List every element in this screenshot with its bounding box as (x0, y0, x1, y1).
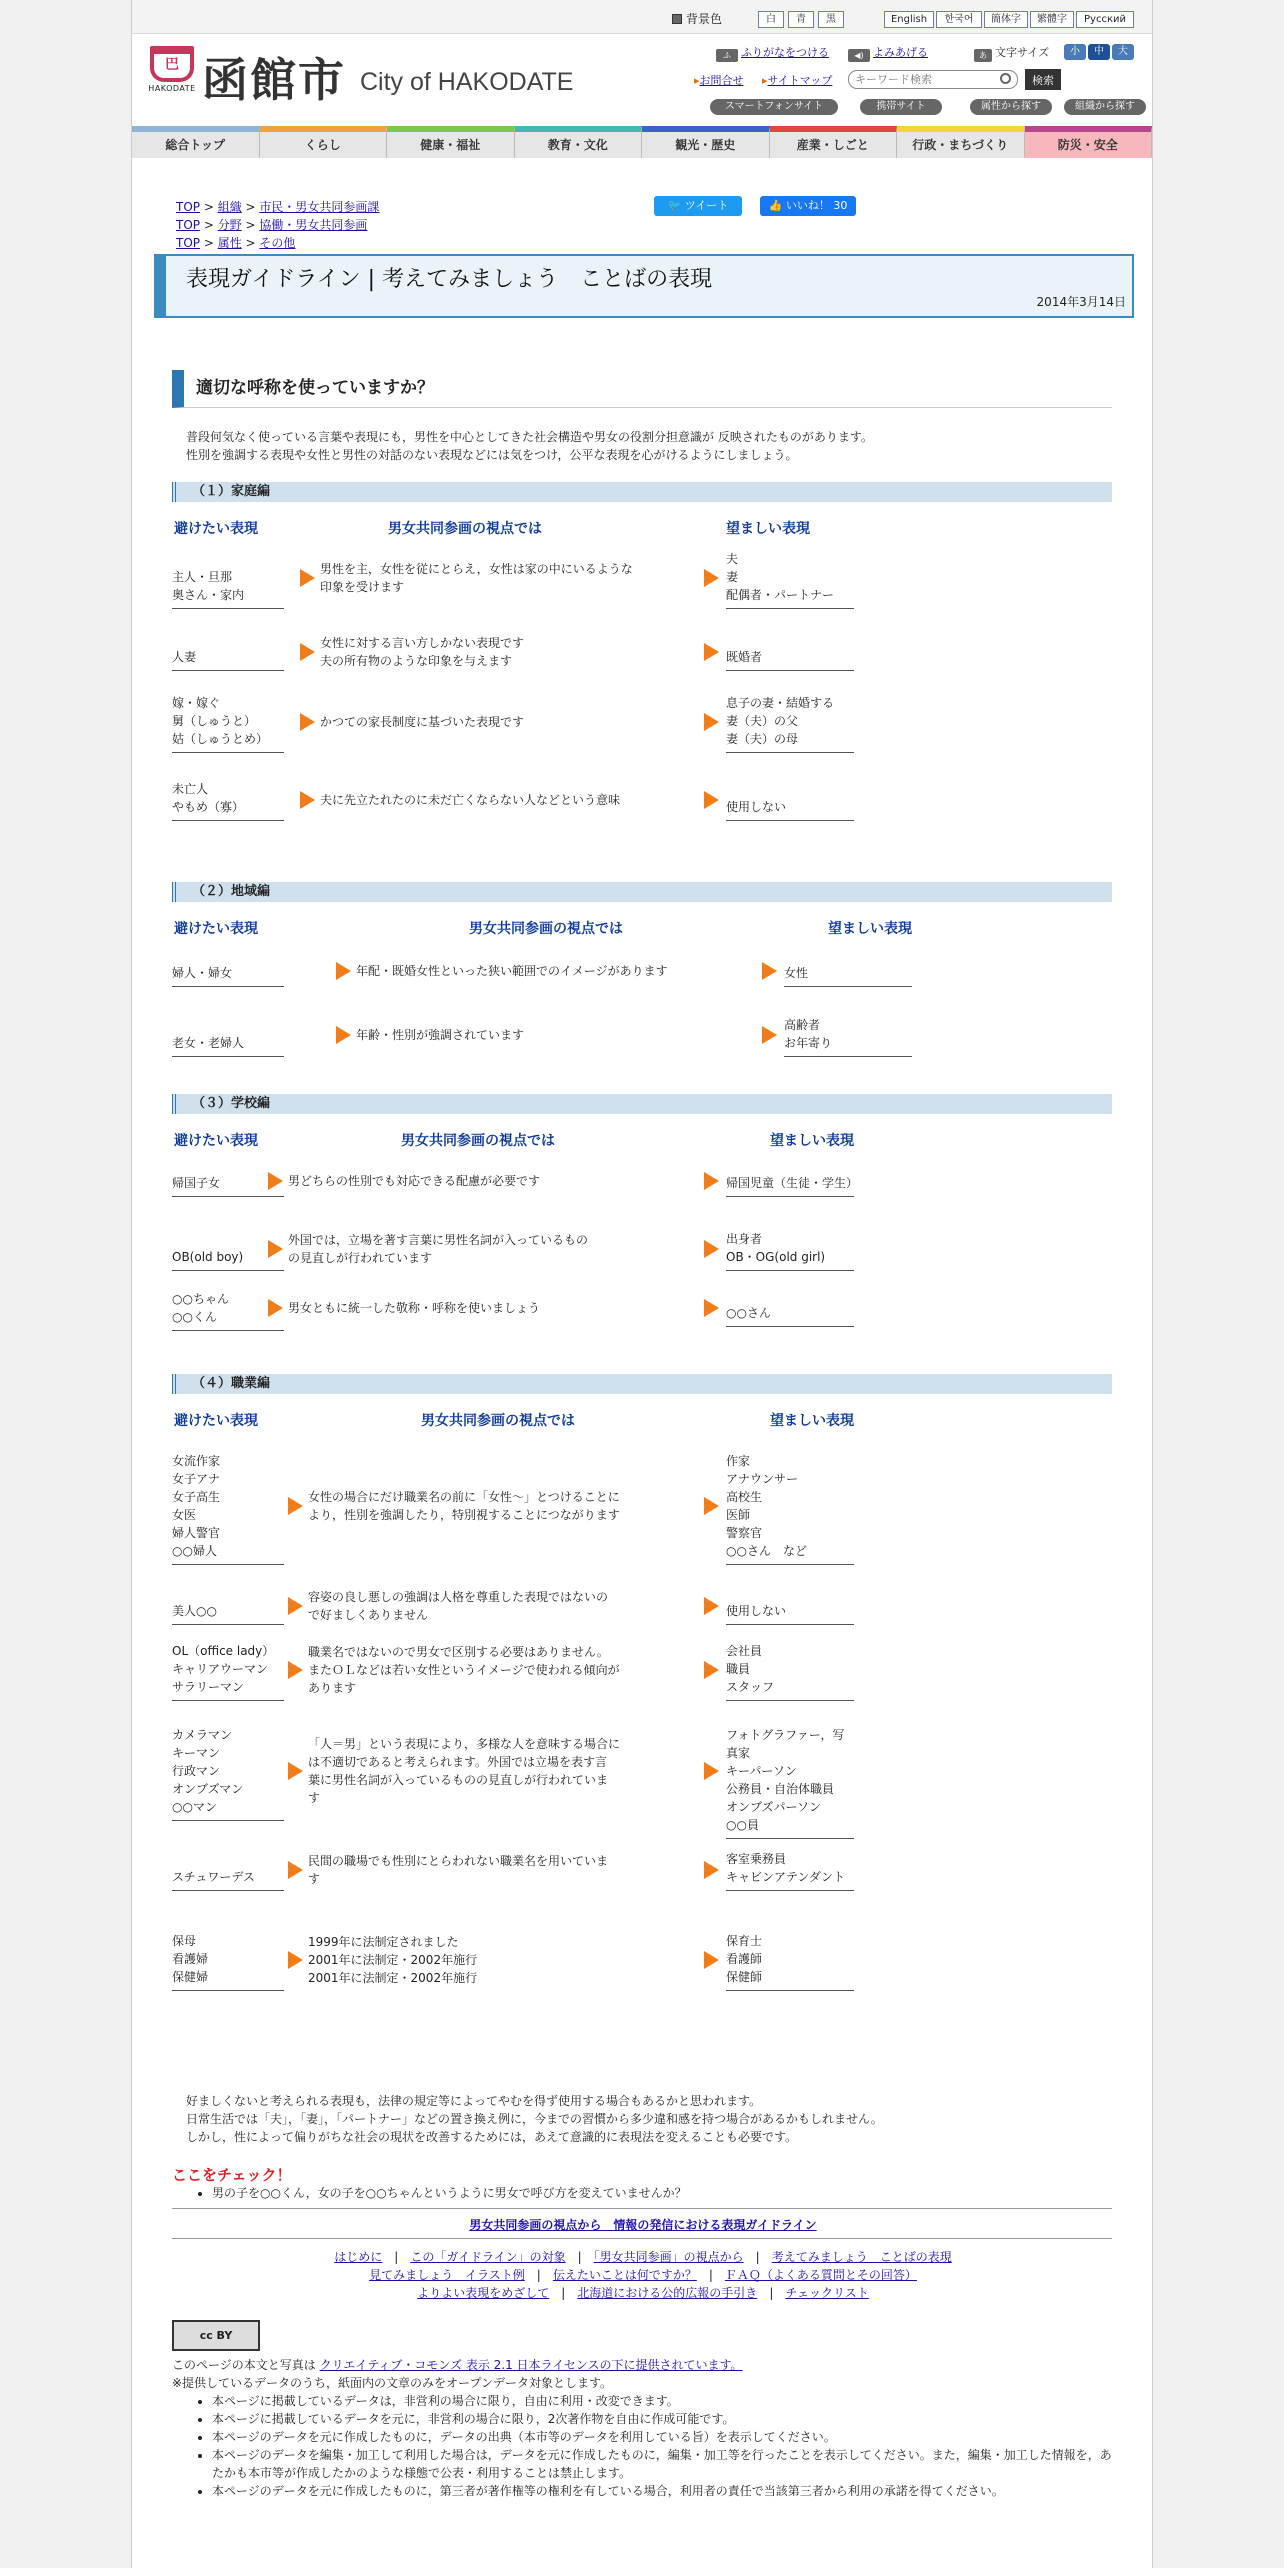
cell-view (308, 1643, 728, 1697)
guideline-title-link[interactable]: 男女共同参画の視点から 情報の発信における表現ガイドライン (469, 2218, 817, 2232)
cell-line: 配偶者・パートナー (726, 588, 835, 602)
search-icon[interactable] (1000, 73, 1011, 84)
cell-line: 舅（しゅうと） (172, 714, 257, 728)
column-header-avoid: 避けたい表現 (174, 1413, 258, 1429)
section-heading: 適切な呼称を使っていますか？ (172, 370, 1112, 408)
cell-prefer (726, 1642, 854, 1701)
arrow-right-icon (336, 1026, 351, 1044)
cell-line: 夫 (726, 552, 739, 566)
column-header-avoid: 避けたい表現 (174, 921, 258, 937)
cell-line: アナウンサー (726, 1472, 799, 1486)
cell-prefer (726, 694, 854, 753)
cell-line: 保健婦 (172, 1970, 209, 1984)
category-heading: （４）職業編 (172, 1374, 1112, 1394)
nav-tourism[interactable]: 観光・歴史 (642, 126, 770, 158)
cell-line: す (308, 1872, 321, 1886)
column-header-prefer: 望ましい表現 (726, 521, 810, 537)
cell-line: 妻 (726, 570, 739, 584)
font-size-large-button[interactable]: 大 (1112, 44, 1134, 60)
lang-russian-link[interactable]: Русский (1076, 11, 1134, 28)
column-header-view: 男女共同参画の視点では (421, 1413, 575, 1429)
cell-line: サラリーマン (172, 1680, 245, 1694)
cell-line: OL（office lady） (172, 1644, 275, 1658)
cell-prefer (726, 798, 854, 821)
cell-view (320, 791, 650, 809)
cell-line: オンブズパーソン (726, 1800, 822, 1814)
cell-line: 人妻 (172, 650, 197, 664)
list-item: • 本ページに掲載しているデータは，非営利の場合に限り，自由に利用・改変できます。 (212, 2392, 1112, 2410)
city-name-english: City of HAKODATE (360, 68, 574, 96)
nav-education[interactable]: 教育・文化 (515, 126, 643, 158)
cell-line: またＯＬなどは若い女性というイメージで使われる傾向が (308, 1663, 620, 1677)
cell-line: 夫に先立たれたのに未だ亡くならない人などという意味 (320, 793, 621, 807)
cell-line: 作家 (726, 1454, 751, 1468)
cell-line: 姑（しゅうとめ） (172, 732, 269, 746)
column-header-view: 男女共同参画の視点では (388, 521, 542, 537)
cell-line: 保母 (172, 1934, 197, 1948)
cell-avoid (172, 964, 284, 987)
column-header-prefer: 望ましい表現 (828, 921, 912, 937)
license-link[interactable]: クリエイティブ・コモンズ 表示 2.1 日本ライセンスの下に提供されています。 (319, 2358, 743, 2372)
cell-line: 年配・既婚女性といった狭い範囲でのイメージがあります (356, 964, 668, 978)
cell-line: 保健師 (726, 1970, 763, 1984)
cell-line: 医師 (726, 1508, 751, 1522)
cell-line: 外国では，立場を著す言葉に男性名詞が入っているもの (288, 1233, 589, 1247)
arrow-right-icon (288, 1597, 303, 1615)
column-header-view: 男女共同参画の視点では (401, 1133, 555, 1149)
cell-view (356, 962, 776, 980)
cell-line: 会社員 (726, 1644, 763, 1658)
cell-prefer (784, 964, 912, 987)
cell-line: 出身者 (726, 1232, 763, 1246)
cell-view (308, 1933, 728, 1987)
cell-prefer (726, 1174, 859, 1197)
smartphone-site-link[interactable]: スマートフォンサイト (710, 99, 838, 115)
cell-view (288, 1231, 708, 1267)
furigana-link[interactable]: ふ ふりがなをつける (716, 44, 829, 62)
background-color-icon (672, 14, 682, 24)
arrow-right-icon (268, 1240, 283, 1258)
background-color-label: 背景色 (672, 10, 722, 27)
nav-top[interactable]: 総合トップ (132, 126, 260, 158)
cell-line: は不適切であると考えられます。外国では立場を表す言 (308, 1755, 608, 1769)
arrow-right-icon (288, 1661, 303, 1679)
search-by-attribute-button[interactable]: 属性から探す (970, 99, 1052, 115)
cell-line: 女性 (784, 966, 809, 980)
readaloud-link[interactable]: ◀) よみあげる (848, 44, 928, 62)
city-name-kanji: 函館市 (202, 53, 346, 107)
cell-line: 女子アナ (172, 1472, 221, 1486)
arrow-right-icon (704, 713, 719, 731)
tweet-button[interactable]: 🐦 ツイート (654, 196, 742, 216)
column-header-avoid: 避けたい表現 (174, 521, 258, 537)
search-input[interactable] (848, 70, 1018, 89)
arrow-right-icon (704, 791, 719, 809)
search-button[interactable]: 検索 (1025, 69, 1061, 90)
cell-line: 女性の場合にだけ職業名の前に「女性～」とつけることに (308, 1490, 620, 1504)
arrow-right-icon (704, 643, 719, 661)
cell-avoid (172, 568, 284, 609)
cell-line: 職業名ではないので男女で区別する必要はありません。 (308, 1645, 609, 1659)
cell-line: 女流作家 (172, 1454, 221, 1468)
arrow-right-icon (300, 713, 315, 731)
arrow-right-icon (288, 1951, 303, 1969)
cell-line: スチュワーデス (172, 1870, 255, 1884)
page-title-box (154, 254, 1134, 318)
cell-line: 警察官 (726, 1526, 763, 1540)
thumbs-up-icon: 👍 (768, 199, 786, 212)
logo-wordmark: HAKODATE (148, 84, 196, 93)
cell-line: ○○マン (172, 1800, 217, 1814)
cell-line: 客室乗務員 (726, 1852, 787, 1866)
cell-line: 男女ともに統一した敬称・呼称を使いましょう (288, 1301, 541, 1315)
list-item: • 本ページのデータを元に作成したものに，第三者が著作権等の権利を有している場合，利用者の責任で当該第三者から利用の承諾を得てください。 (212, 2482, 1112, 2500)
cell-line: 女性に対する言い方しかない表現です (320, 636, 525, 650)
cell-line: カメラマン (172, 1728, 233, 1742)
cell-avoid (172, 1034, 284, 1057)
guideline-nav (132, 2248, 1154, 2302)
license-list (212, 2392, 1112, 2500)
cell-view (356, 1026, 776, 1044)
arrow-right-icon (268, 1172, 283, 1190)
guideline-title-link-wrap (132, 2216, 1154, 2234)
divider (172, 2238, 1112, 2239)
cell-view (320, 560, 650, 596)
cell-line: 「人＝男」という表現により，多様な人を意味する場合に (308, 1737, 621, 1751)
cell-line: 印象を受けます (320, 580, 405, 594)
cell-prefer (726, 1726, 854, 1839)
cell-line: 女子高生 (172, 1490, 221, 1504)
arrow-right-icon (300, 791, 315, 809)
cell-line: 2001年に法制定・2002年施行 (308, 1971, 478, 1985)
closing-text: 好ましくないと考えられる表現も，法律の規定等によってやむを得ず使用する場合もあるかと思われます。 日常生活では「夫」，「妻」，「パートナー」などの置き換え例に，今までの習慣から多少違和感を持つ場合があるかもしれません。 しかし，性によって偏りがちな社会の現状を改善するためには，あえて意識的に表現法を変えることも必要です。 (186, 2094, 883, 2144)
arrow-right-icon (704, 1240, 719, 1258)
guideline-nav-row: よりよい表現をめざして | 北海道における公的広報の手引き | チェックリスト (417, 2286, 869, 2300)
arrow-right-icon (300, 643, 315, 661)
list-item: • 本ページに掲載しているデータを元に，非営利の場合に限り，2次著作物を自由に作成可能です。 (212, 2410, 1112, 2428)
cell-line: やもめ（寡） (172, 800, 245, 814)
cell-line: 息子の妻・結婚する (726, 696, 835, 710)
cell-line: 主人・旦那 (172, 570, 233, 584)
cell-avoid (172, 1452, 284, 1565)
breadcrumb-row: TOP > 分野 > 協働・男女共同参画 (176, 218, 368, 232)
cell-avoid (172, 1602, 284, 1625)
cell-avoid (172, 1932, 284, 1991)
cell-line: 看護師 (726, 1952, 763, 1966)
breadcrumb-row: TOP > 属性 > その他 (176, 236, 296, 250)
arrow-right-icon (336, 962, 351, 980)
cell-line: キャビンアテンダント (726, 1870, 846, 1884)
list-item: • 本ページのデータを元に作成したものに，データの出典（本市等のデータを利用している旨）を表示してください。 (212, 2428, 1112, 2446)
bg-black-button[interactable]: 黒 (818, 11, 844, 28)
font-size-label: あ 文字サイズ (974, 44, 1049, 62)
cell-line: す (308, 1791, 321, 1805)
cell-view (288, 1299, 708, 1317)
sitemap-link[interactable]: ▸サイトマップ (762, 74, 833, 87)
cell-line: フォトグラファー，写真家 (726, 1728, 845, 1760)
check-heading: ここをチェック！ (172, 2166, 292, 2184)
license-text: このページの本文と写真は クリエイティブ・コモンズ 表示 2.1 日本ライセンスの下に提供されています。 ※提供しているデータのうち，紙面内の文章のみをオープンデータ対象とします。 (172, 2358, 743, 2390)
cell-prefer (726, 1304, 854, 1327)
arrow-right-icon (704, 1597, 719, 1615)
nav-disaster[interactable]: 防災・安全 (1025, 126, 1153, 158)
breadcrumb (176, 198, 379, 252)
cell-line: OB(old boy) (172, 1250, 244, 1264)
list-item: • 男の子を○○くん，女の子を○○ちゃんというように男女で呼び方を変えていませんか？ (212, 2184, 1112, 2202)
arrow-right-icon (288, 1497, 303, 1515)
cell-line: 高校生 (726, 1490, 763, 1504)
cell-line: キーパーソン (726, 1764, 797, 1778)
cell-line: OB・OG(old girl) (726, 1250, 826, 1264)
cell-line: ○○くん (172, 1310, 217, 1324)
cell-line: 容姿の良し悪しの強調は人格を尊重した表現ではないの (308, 1590, 609, 1604)
cell-view (308, 1588, 728, 1624)
cell-line: 婦人・婦女 (172, 966, 233, 980)
arrow-right-icon (704, 1951, 719, 1969)
furigana-icon: ふ (716, 49, 738, 62)
cell-avoid (172, 1642, 284, 1701)
cell-line: お年寄り (784, 1036, 833, 1050)
font-size-icon: あ (974, 49, 992, 62)
cell-line: 公務員・自治体職員 (726, 1782, 835, 1796)
check-list (212, 2184, 1112, 2202)
cell-prefer (726, 1602, 854, 1625)
nav-industry[interactable]: 産業・しごと (770, 126, 898, 158)
cell-avoid (172, 694, 284, 753)
cell-view (308, 1852, 728, 1888)
cell-line: 男性を主，女性を従にとらえ，女性は家の中にいるような (320, 562, 633, 576)
arrow-right-icon (288, 1861, 303, 1879)
lang-english-link[interactable]: English (884, 11, 934, 28)
cell-line: 民間の職場でも性別にとらわれない職業名を用いていま (308, 1854, 609, 1868)
publish-date: 2014年3月14日 (1036, 295, 1126, 309)
cell-line: 婦人警官 (172, 1526, 221, 1540)
arrow-right-icon (268, 1299, 283, 1317)
cell-line: 美人○○ (172, 1604, 217, 1618)
cell-line: スタッフ (726, 1680, 775, 1694)
cell-view (308, 1735, 728, 1807)
cell-line: ○○ちゃん (172, 1292, 229, 1306)
cell-avoid (172, 648, 284, 671)
category-heading: （２）地域編 (172, 882, 1112, 902)
column-header-view: 男女共同参画の視点では (469, 921, 623, 937)
cell-prefer (726, 648, 854, 671)
cell-line: より，性別を強調したり，特別視することにつながります (308, 1508, 620, 1522)
cell-prefer (726, 1850, 854, 1891)
cell-view (320, 713, 650, 731)
arrow-right-icon (288, 1762, 303, 1780)
cell-prefer (726, 1230, 854, 1271)
utility-bar (132, 0, 1152, 34)
arrow-right-icon (704, 1861, 719, 1879)
cell-line: 未亡人 (172, 782, 209, 796)
bg-blue-button[interactable]: 青 (788, 11, 814, 28)
cell-line: 夫の所有物のような印象を与えます (320, 654, 513, 668)
cell-line: キャリアウーマン (172, 1662, 269, 1676)
cell-line: ○○さん (726, 1306, 771, 1320)
city-emblem-icon: 巴 (150, 46, 194, 82)
cell-line: 使用しない (726, 1604, 787, 1618)
lang-simplified-link[interactable]: 簡体字 (984, 11, 1028, 28)
cell-line: 妻（夫）の母 (726, 732, 799, 746)
font-size-small-button[interactable]: 小 (1064, 44, 1086, 60)
cell-line: の見直しが行われています (288, 1251, 433, 1265)
font-size-medium-button[interactable]: 中 (1088, 44, 1110, 60)
arrow-right-icon (762, 962, 777, 980)
cell-line: 行政マン (172, 1764, 221, 1778)
cell-view (288, 1172, 708, 1190)
nav-health[interactable]: 健康・福祉 (387, 126, 515, 158)
arrow-right-icon (762, 1026, 777, 1044)
cell-line: 保育士 (726, 1934, 763, 1948)
cell-line: オンブズマン (172, 1782, 244, 1796)
column-header-avoid: 避けたい表現 (174, 1133, 258, 1149)
lang-traditional-link[interactable]: 繁體字 (1030, 11, 1074, 28)
page-title: 表現ガイドライン | 考えてみましょう ことばの表現 (186, 267, 713, 292)
cell-line: 1999年に法制定されました (308, 1935, 459, 1949)
cell-avoid (172, 780, 284, 821)
guideline-nav-row: はじめに | この「ガイドライン」の対象 | 「男女共同参画」の視点から | 考えてみましょう ことばの表現 (334, 2250, 952, 2264)
cell-line: ○○員 (726, 1818, 759, 1832)
cell-line: 2001年に法制定・2002年施行 (308, 1953, 478, 1967)
speaker-icon: ◀) (848, 49, 870, 62)
like-button[interactable]: 👍 いいね！ 30 (760, 196, 856, 216)
column-header-prefer: 望ましい表現 (770, 1133, 854, 1149)
lang-korean-link[interactable]: 한국어 (936, 11, 982, 28)
arrow-icon: ▸ (694, 74, 700, 87)
cell-line: 高齢者 (784, 1018, 821, 1032)
cell-line: あります (308, 1681, 357, 1695)
cell-line: 嫁・嫁ぐ (172, 696, 221, 710)
cell-line: 奥さん・家内 (172, 588, 245, 602)
mobile-site-link[interactable]: 携帯サイト (860, 99, 942, 115)
cell-view (308, 1488, 728, 1524)
arrow-right-icon (704, 1497, 719, 1515)
intro-text: 普段何気なく使っている言葉や表現にも，男性を中心としてきた社会構造や男女の役割分担意識が 反映されたものがあります。 性別を強調する表現や女性と男性の対話のない表現などには気をつけ，公平な表現を心がけるようにしましょう。 (186, 430, 873, 462)
arrow-right-icon (704, 1762, 719, 1780)
bg-white-button[interactable]: 白 (758, 11, 784, 28)
cell-line: 男どちらの性別でも対応できる配慮が必要です (288, 1174, 541, 1188)
cell-line: 妻（夫）の父 (726, 714, 799, 728)
global-nav (132, 126, 1152, 158)
cell-line: ○○さん など (726, 1544, 807, 1558)
guideline-nav-row: 見てみましょう イラスト例 | 伝えたいことは何ですか？ | ＦＡＱ（よくある質問とその回答） (369, 2268, 917, 2282)
cell-line: 帰国児童（生徒・学生） (726, 1176, 859, 1190)
cell-line: 職員 (726, 1662, 751, 1676)
cell-view (320, 634, 650, 670)
cell-line: 既婚者 (726, 650, 763, 664)
cell-line: で好ましくありません (308, 1608, 429, 1622)
nav-living[interactable]: くらし (260, 126, 388, 158)
cell-line: 帰国子女 (172, 1176, 221, 1190)
cell-line: 葉に男性名詞が入っているものの見直しが行われていま (308, 1773, 609, 1787)
cell-line: ○○婦人 (172, 1544, 217, 1558)
search-by-organization-button[interactable]: 組織から探す (1064, 99, 1146, 115)
cell-line: 女医 (172, 1508, 197, 1522)
arrow-icon: ▸ (762, 74, 768, 87)
divider (172, 2208, 1112, 2209)
category-heading: （１）家庭編 (172, 482, 1112, 502)
city-logo[interactable] (146, 46, 198, 100)
cell-line: 年齢・性別が強調されています (356, 1028, 525, 1042)
breadcrumb-row: TOP > 組織 > 市民・男女共同参画課 (176, 200, 380, 214)
creative-commons-badge[interactable]: cc BY (172, 2320, 260, 2351)
cell-avoid (172, 1726, 284, 1821)
cell-prefer (726, 1932, 854, 1991)
column-header-prefer: 望ましい表現 (770, 1413, 854, 1429)
twitter-icon: 🐦 (667, 199, 685, 212)
arrow-right-icon (704, 1299, 719, 1317)
cell-line: かつての家長制度に基づいた表現です (320, 715, 525, 729)
cell-avoid (172, 1868, 284, 1891)
arrow-right-icon (704, 569, 719, 587)
arrow-right-icon (300, 569, 315, 587)
cell-line: キーマン (172, 1746, 221, 1760)
list-item: • 本ページのデータを編集・加工して利用した場合は，データを元に作成したものに，編集・加工等を行ったことを表示してください。また，編集・加工した情報を，あたかも本市等が作成したかのような様態で公表・利用することは禁止します。 (212, 2446, 1112, 2482)
cell-prefer (784, 1016, 912, 1057)
cell-line: 看護婦 (172, 1952, 209, 1966)
cell-line: 老女・老婦人 (172, 1036, 245, 1050)
nav-administration[interactable]: 行政・まちづくり (897, 126, 1025, 158)
cell-prefer (726, 1452, 854, 1565)
cell-prefer (726, 550, 854, 609)
page (131, 0, 1153, 2568)
contact-link[interactable]: ▸お問合せ (694, 74, 744, 87)
cell-line: 使用しない (726, 800, 787, 814)
arrow-right-icon (704, 1661, 719, 1679)
category-heading: （３）学校編 (172, 1094, 1112, 1114)
arrow-right-icon (704, 1172, 719, 1190)
